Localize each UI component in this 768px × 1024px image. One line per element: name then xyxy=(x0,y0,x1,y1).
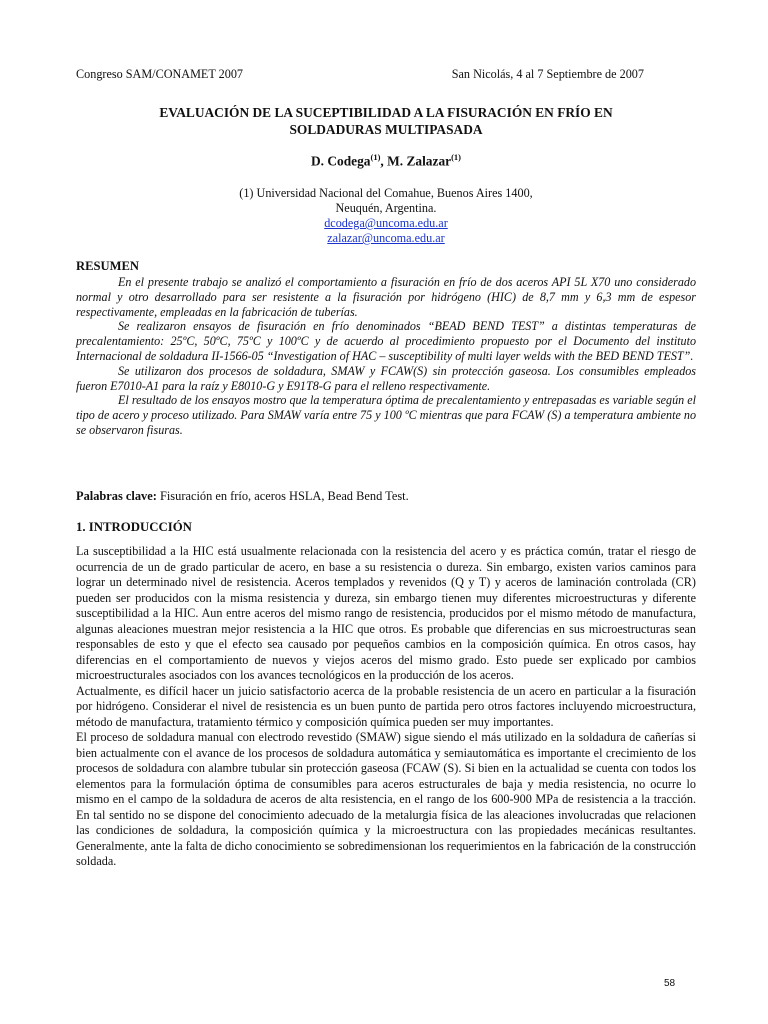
authors-line xyxy=(76,152,696,169)
body-paragraph: La susceptibilidad a la HIC está usualmente relacionada con la resistencia del acero y es práctica común, tratar el riesgo de ocurrencia de un de grado particular de acero, en base a su resistencia o dureza. Sin embargo, existen varios caminos para lograr un determinado nivel de resistencia. Aceros templados y revenidos (Q y T) y aceros de laminación controlada (CR) pueden ser producidos con la misma resistencia y dureza, sin embargo tienen muy diferentes microestructuras y diferente susceptibilidad a la HIC. Aun entre aceros del mismo rango de resistencia, producidos por el mismo método de manufactura, algunas aleaciones muestran mejor resistencia a la HIC que otros. Es probable que diferencias en sus microestructuras sean responsables de esto y que el efecto sea causado por pequeños cambios en la composición química. En otros casos, hay diferencias en el comportamiento de nuevos y viejos aceros del mismo grado. Esto puede ser explicado por cambios microestructurales asociados con los avances tecnológicos en la producción de los aceros. xyxy=(76,544,696,682)
author-2-affiliation-mark: (1) xyxy=(451,152,462,162)
paper-title xyxy=(76,104,696,138)
running-header xyxy=(76,67,644,83)
abstract-paragraph: El resultado de los ensayos mostro que la temperatura óptima de precalentamiento y entrepasadas es variable según el tipo de acero y proceso utilizado. Para SMAW varía entre 75 y 100 ºC mientras que para FCAW (S) a temperatura ambiente no se observaron fisuras. xyxy=(76,393,696,437)
author-2: M. Zalazar xyxy=(387,153,452,169)
body-paragraph: El proceso de soldadura manual con electrodo revestido (SMAW) sigue siendo el más utilizado en la soldadura de cañerías si bien actualmente con el avance de los procesos de soldadura automática y semiautomática es importante el crecimiento de los procesos de soldadura con alambre tubular sin protección gaseosa (FCAW (S). Si bien en la actualidad se cuenta con todos los elementos para la formulación óptima de consumibles para aceros estructurales de baja y media resistencia, no ocurre lo mismo en el campo de la soldadura de aceros de alta resistencia, en el rango de los 600-900 MPa de resistencia a la tracción. En tal sentido no se dispone del conocimiento adecuado de la metalurgia física de las aleaciones involucradas que relacionen las condiciones de soldadura, la composición química y la microestructura con las propiedades mecánicas resultantes. Generalmente, ante la falta de dicho conocimiento se sobredimensionan los requerimientos en la fabricación de la construcción soldada. xyxy=(76,730,696,868)
abstract-heading: RESUMEN xyxy=(76,259,139,273)
abstract-paragraph: En el presente trabajo se analizó el comportamiento a fisuración en frío de dos aceros API 5L X70 uno considerado normal y otro desarrollado para ser resistente a la fisuración por hidrógeno (HIC) de 8,7 mm y 6,3 mm de espesor respectivamente, empleadas en la fabricación de tuberías. xyxy=(76,275,696,319)
author-1: D. Codega xyxy=(310,153,371,169)
keywords-text: Fisuración en frío, aceros HSLA, Bead Bend Test. xyxy=(156,489,409,503)
affiliation-block xyxy=(76,186,696,246)
abstract-paragraph: Se utilizaron dos procesos de soldadura, SMAW y FCAW(S) sin protección gaseosa. Los consumibles empleados fueron E7010-A1 para la raíz y E8010-G y E91T8-G para el relleno respectivamente. xyxy=(76,363,696,393)
affiliation-line-1: (1) Universidad Nacional del Comahue, Buenos Aires 1400, xyxy=(239,186,533,200)
author-separator: , xyxy=(380,153,388,169)
email-link-2[interactable]: zalazar@uncoma.edu.ar xyxy=(327,231,445,245)
abstract-body xyxy=(76,275,696,438)
affiliation-line-2: Neuquén, Argentina. xyxy=(335,201,437,215)
conference-name: Congreso SAM/CONAMET 2007 xyxy=(76,67,244,81)
keywords-line xyxy=(76,489,696,504)
body-paragraph: Actualmente, es difícil hacer un juicio satisfactorio acerca de la probable resistencia de un acero en particular a la fisuración por hidrógeno. Considerar el nivel de resistencia es un buen punto de partida pero otros factores incluyendo microestructura, método de manufactura, tratamiento térmico y composición química pueden ser muy importantes. xyxy=(76,683,696,729)
paper-title-line-2: SOLDADURAS MULTIPASADA xyxy=(289,122,483,137)
email-link-1[interactable]: dcodega@uncoma.edu.ar xyxy=(324,216,448,230)
page-number: 58 xyxy=(664,978,676,989)
keywords-label: Palabras clave: xyxy=(76,489,157,503)
paper-title-line-1: EVALUACIÓN DE LA SUCEPTIBILIDAD A LA FISURACIÓN EN FRÍO EN xyxy=(159,105,613,120)
introduction-body xyxy=(76,544,696,870)
author-1-affiliation-mark: (1) xyxy=(370,152,381,162)
conference-place-date: San Nicolás, 4 al 7 Septiembre de 2007 xyxy=(451,67,644,81)
abstract-paragraph: Se realizaron ensayos de fisuración en frío denominados “BEAD BEND TEST” a distintas temperaturas de precalentamiento: 25ºC, 50ºC, 75ºC y 100ºC y de acuerdo al procedimiento propuesto por el Documento del instituto Internacional de soldadura II-1566-05 “Investigation of HAC – susceptibility of multi layer welds with the BED BEND TEST”. xyxy=(76,319,696,363)
section-heading-introduction: 1. INTRODUCCIÓN xyxy=(76,520,192,534)
